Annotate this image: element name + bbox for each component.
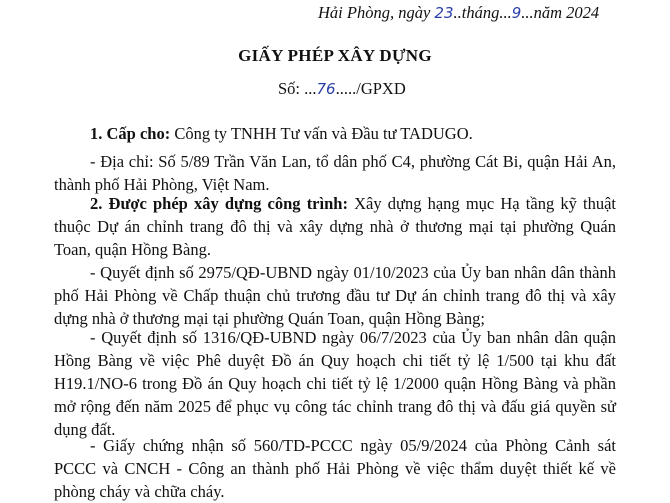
date-prefix: Hải Phòng, ngày <box>318 3 435 22</box>
document-title: GIẤY PHÉP XÂY DỰNG <box>238 46 432 65</box>
handwritten-month: 9 <box>511 4 522 22</box>
number-suffix: ...../GPXD <box>335 79 406 98</box>
month-dots-after: ... <box>521 3 534 22</box>
number-prefix: Số: ... <box>278 79 317 98</box>
year-label: năm 2024 <box>533 3 600 22</box>
section-certificate-560 <box>54 434 616 503</box>
month-label: tháng <box>461 3 500 22</box>
day-dots: .. <box>453 3 462 22</box>
section-decision-1316 <box>54 326 616 441</box>
handwritten-permit-number: 76 <box>316 80 336 98</box>
handwritten-day: 23 <box>434 4 454 22</box>
section-label: 2. Được phép xây dựng công trình: <box>90 194 348 213</box>
section-text: Xây dựng hạng mục Hạ tầng kỹ thuật thuộc Dự án chỉnh trang đô thị và xây dựng nhà ở thương mại tại phường Quán Toan, quận Hồng Bàng. <box>54 194 616 259</box>
section-issued-to <box>54 122 616 145</box>
section-permitted-work <box>54 192 616 261</box>
section-text: - Quyết định số 2975/QĐ-UBND ngày 01/10/2023 của Ủy ban nhân dân thành phố Hải Phòng về Chấp thuận chủ trương đầu tư Dự án chỉnh trang đô thị và xây dựng nhà ở thương mại tại phường Quán Toan, quận Hồng Bàng; <box>54 263 616 328</box>
date-line <box>318 3 599 23</box>
section-decision-2975 <box>54 261 616 330</box>
permit-number-line <box>278 79 406 99</box>
section-text: - Địa chỉ: Số 5/89 Trần Văn Lan, tổ dân phố C4, phường Cát Bi, quận Hải An, thành phố Hải Phòng, Việt Nam. <box>54 152 616 194</box>
section-address <box>54 150 616 196</box>
section-text: - Giấy chứng nhận số 560/TD-PCCC ngày 05/9/2024 của Phòng Cảnh sát PCCC và CNCH - Công an thành phố Hải Phòng về việc thẩm duyệt thiết kế về phòng cháy và chữa cháy. <box>54 436 616 501</box>
section-text: - Quyết định số 1316/QĐ-UBND ngày 06/7/2023 của Ủy ban nhân dân quận Hồng Bàng về việc Phê duyệt Đồ án Quy hoạch chi tiết tỷ lệ 1/500 tại khu đất H19.1/NO-6 trong Đồ án Quy hoạch chi tiết tỷ lệ 1/2000 quận Hồng Bàng và phần mở rộng đến năm 2025 để phục vụ công tác chỉnh trang đô thị và đấu giá quyền sử dụng đất. <box>54 328 616 439</box>
section-label: 1. Cấp cho: <box>90 124 171 143</box>
section-text: Công ty TNHH Tư vấn và Đầu tư TADUGO. <box>170 124 473 143</box>
month-dots-before: ... <box>499 3 512 22</box>
